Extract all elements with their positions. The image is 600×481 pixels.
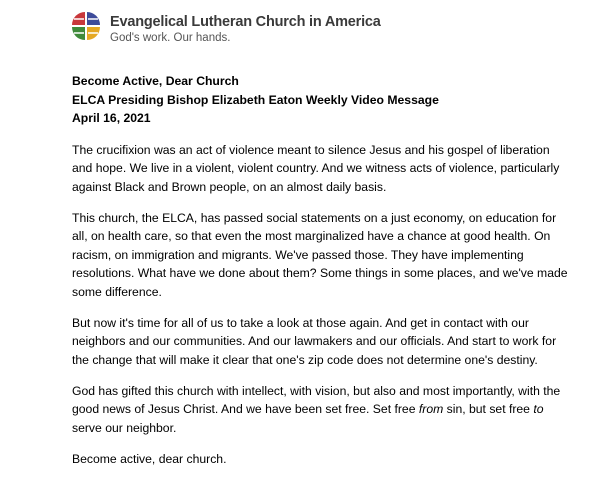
paragraph	[72, 382, 572, 438]
paragraph: The crucifixion was an act of violence meant to silence Jesus and his gospel of liberation and hope. We live in a violent, violent country. And we witness acts of violence, particularly against Black and Brown people, on an almost daily basis.	[72, 142, 560, 194]
tagline: God's work. Our hands.	[110, 32, 231, 44]
paragraph: But now it's time for all of us to take a look at those again. And get in contact with our neighbors and our communities. And our lawmakers and our officials. And start to work for the change that will make it clear that one's zip code does not determine one's destiny.	[72, 315, 557, 367]
closing: Become active, dear church.	[72, 451, 227, 466]
text: God has gifted this church with intellect, with vision, but also and most importantly, with the good news of Jesus Christ. And we have been set free. Set free	[72, 383, 561, 416]
document-date: April 16, 2021	[72, 111, 151, 125]
document-subtitle: ELCA Presiding Bishop Elizabeth Eaton Weekly Video Message	[72, 92, 439, 107]
text: serve our neighbor.	[72, 420, 177, 435]
emphasis: from	[418, 402, 444, 416]
org-name: Evangelical Lutheran Church in America	[110, 14, 381, 30]
document-body	[72, 72, 572, 481]
emphasis: to	[533, 402, 544, 416]
text: sin, but set free	[443, 402, 534, 416]
elca-logo-icon	[70, 10, 102, 42]
document-title: Become Active, Dear Church	[72, 74, 239, 88]
paragraph: This church, the ELCA, has passed social statements on a just economy, on education for all, on health care, so that even the most marginalized have a chance at good health. On racism, on immigration and migrants. We've passed those. They have implementing resolutions. What have we done about them? Some things in some places, and we've made some difference.	[72, 210, 568, 299]
